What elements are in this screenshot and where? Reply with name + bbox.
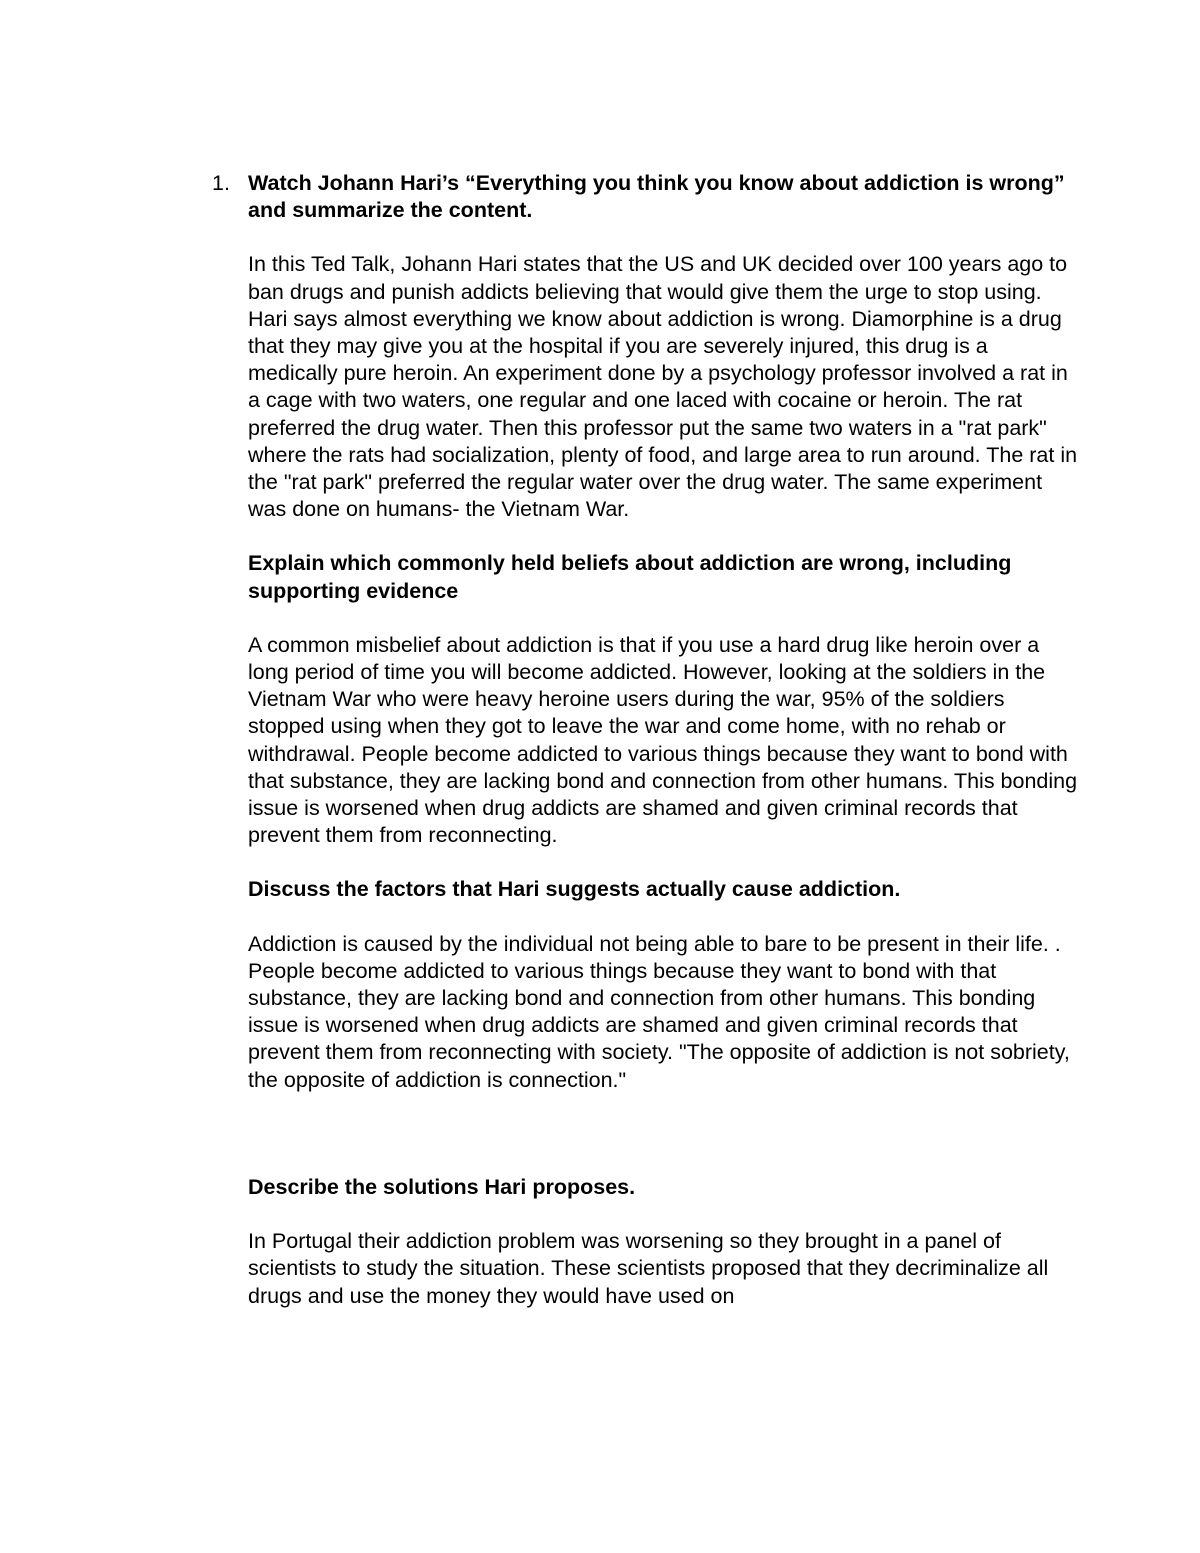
question-number: 1. — [212, 171, 230, 195]
section-heading-factors: Discuss the factors that Hari suggests actually cause addiction. — [248, 877, 901, 902]
section-heading-beliefs: Explain which commonly held beliefs about addiction are wrong, including supporting evidence — [248, 551, 1012, 603]
section-body-factors: Addiction is caused by the individual not being able to bare to be present in their life. . People become addicted to various things because they want to bond with that substance, they are lacking bond and connection from other humans. This bonding issue is worsened when drug addicts are shamed and given criminal records that prevent them from reconnecting with society. "The opposite of addiction is not sobriety, the opposite of addiction is connection." — [248, 931, 1070, 1092]
section-body-summarize: In this Ted Talk, Johann Hari states that the US and UK decided over 100 years ago to ban drugs and punish addicts believing that would give them the urge to stop using. Hari says almost everything we know about addiction is wrong. Diamorphine is a drug that they may give you at the hospital if you are severely injured, this drug is a medically pure heroin. An experiment done by a psychology professor involved a rat in a cage with two waters, one regular and one laced with cocaine or heroin. The rat preferred the drug water. Then this professor put the same two waters in a "rat park" where the rats had socialization, plenty of food, and large area to run around. The rat in the "rat park" preferred the regular water over the drug water. The same experiment was done on humans- the Vietnam War. — [248, 252, 1078, 522]
section-heading-summarize: Watch Johann Hari’s “Everything you think you know about addiction is wrong” and summarize the content. — [248, 171, 1065, 223]
section-body-solutions: In Portugal their addiction problem was worsening so they brought in a panel of scientists to study the situation. These scientists proposed that they decriminalize all drugs and use the money they would have used on — [248, 1229, 1049, 1308]
section-body-beliefs: A common misbelief about addiction is that if you use a hard drug like heroin over a long period of time you will become addicted. However, looking at the soldiers in the Vietnam War who were heavy heroine users during the war, 95% of the soldiers stopped using when they got to leave the war and come home, with no rehab or withdrawal. People become addicted to various things because they want to bond with that substance, they are lacking bond and connection from other humans. This bonding issue is worsened when drug addicts are shamed and given criminal records that prevent them from reconnecting. — [248, 632, 1078, 848]
document-content — [248, 170, 1078, 1310]
section-heading-solutions: Describe the solutions Hari proposes. — [248, 1174, 636, 1199]
